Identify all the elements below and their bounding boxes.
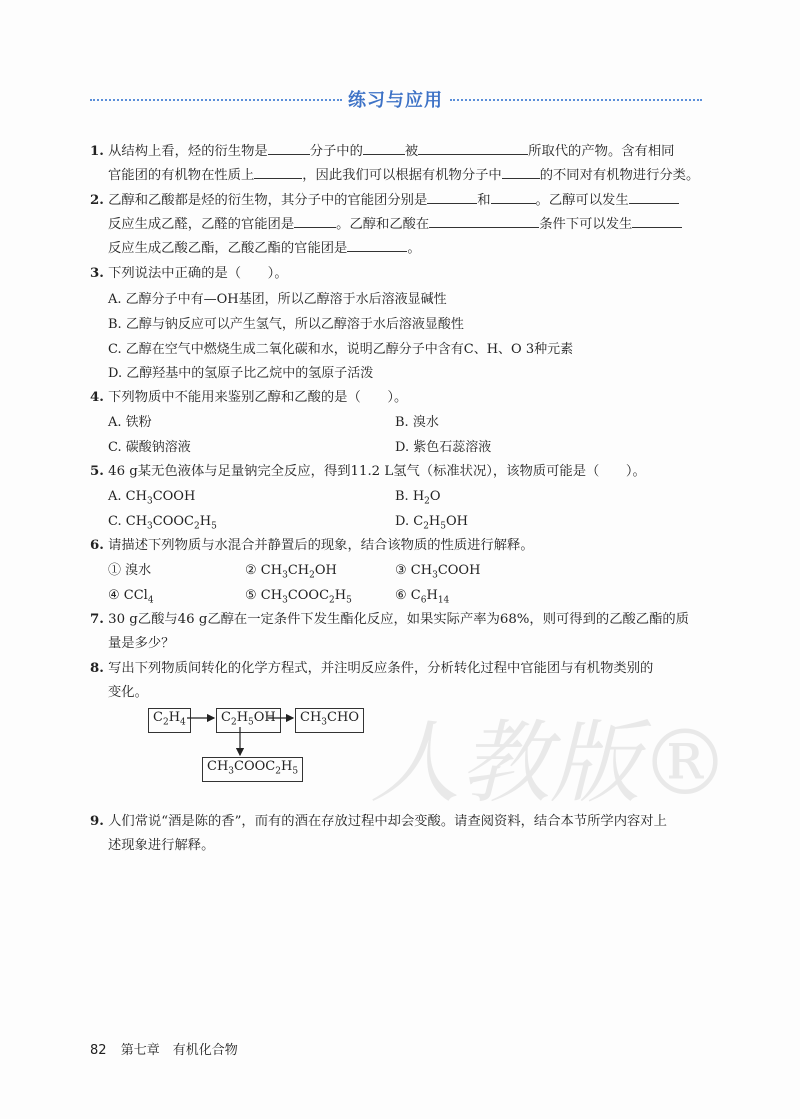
- publisher-watermark: 人教版®: [370, 711, 730, 816]
- question-5: 5. 46 g某无色液体与足量钠完全反应，得到11.2 L氢气（标准状况），该物质可能是（ ）。: [90, 464, 646, 479]
- q4-option-d: D. 紫色石蕊溶液: [395, 440, 492, 455]
- q5-option-c: C. $CH_3COOC_2H_5$: [108, 514, 217, 532]
- q5-option-a: A. $CH_3COOH$: [108, 489, 196, 507]
- q5-option-b: B. $H_2O$: [395, 489, 441, 507]
- q6-item-5: ⑤ $CH_3COOC_2H_5$: [245, 588, 352, 606]
- question-3: 3. 下列说法中正确的是（ ）。: [90, 266, 288, 281]
- q5-option-d: D. $C_2H_5OH$: [395, 514, 468, 532]
- compound-c2h4: $C_2H_4$: [148, 708, 191, 733]
- page-number: 82: [90, 1043, 107, 1058]
- q4-option-c: C. 碳酸钠溶液: [108, 440, 191, 455]
- question-1: 1. 从结构上看，烃的衍生物是 分子中的 被 所取代的产物。含有相同 官能团的有机物在性质上 ，因此我们可以根据有机物分子中 的不同对有机物进行分类。: [90, 140, 700, 188]
- question-2: 2. 乙醇和乙酸都是烃的衍生物，其分子中的官能团分别是 和 。乙醇可以发生 反应生成乙醛，乙醛的官能团是 。乙醇和乙酸在 条件下可以发生 反应生成乙酸乙酯，乙酸乙酯的官能团是 。: [90, 189, 700, 261]
- compound-ch3cooc2h5: $CH_3COOC_2H_5$: [202, 757, 303, 782]
- q6-item-1: ① 溴水: [108, 563, 152, 578]
- q3-option-a: A. 乙醇分子中有—OH基团，所以乙醇溶于水后溶液显碱性: [108, 292, 447, 307]
- section-title: 练习与应用: [348, 90, 443, 111]
- question-7: 7. 30 g乙酸与46 g乙醇在一定条件下发生酯化反应，如果实际产率为68%，则可得到的乙酸乙酯的质 量是多少？: [90, 612, 689, 651]
- page-footer: [90, 1039, 238, 1058]
- question-8: 8. 写出下列物质间转化的化学方程式，并注明反应条件，分析转化过程中官能团与有机物类别的 变化。: [90, 661, 654, 700]
- compound-c2h5oh: $C_2H_5OH$: [216, 708, 281, 733]
- q4-option-a: A. 铁粉: [108, 415, 152, 430]
- compound-ch3cho: $CH_3CHO$: [295, 708, 364, 733]
- question-9: 9. 人们常说“酒是陈的香”，而有的酒在存放过程中却会变酸。请查阅资料，结合本节所学内容对上 述现象进行解释。: [90, 814, 667, 853]
- question-6: 6. 请描述下列物质与水混合并静置后的现象，结合该物质的性质进行解释。: [90, 538, 534, 553]
- question-4: 4. 下列物质中不能用来鉴别乙醇和乙酸的是（ ）。: [90, 390, 408, 405]
- q6-item-2: ② $CH_3CH_2OH$: [245, 563, 337, 581]
- q6-item-4: ④ CCl$_4$: [108, 588, 154, 606]
- q3-option-b: B. 乙醇与钠反应可以产生氢气，所以乙醇溶于水后溶液显酸性: [108, 317, 464, 332]
- q4-option-b: B. 溴水: [395, 415, 439, 430]
- q6-item-3: ③ $CH_3COOH$: [395, 563, 481, 581]
- q3-option-d: D. 乙醇羟基中的氢原子比乙烷中的氢原子活泼: [108, 366, 374, 381]
- q6-item-6: ⑥ $C_6H_{14}$: [395, 588, 450, 606]
- chapter-title: 第七章 有机化合物: [120, 1043, 238, 1058]
- q3-option-c: C. 乙醇在空气中燃烧生成二氧化碳和水，说明乙醇分子中含有C、H、O 3种元素: [108, 342, 574, 357]
